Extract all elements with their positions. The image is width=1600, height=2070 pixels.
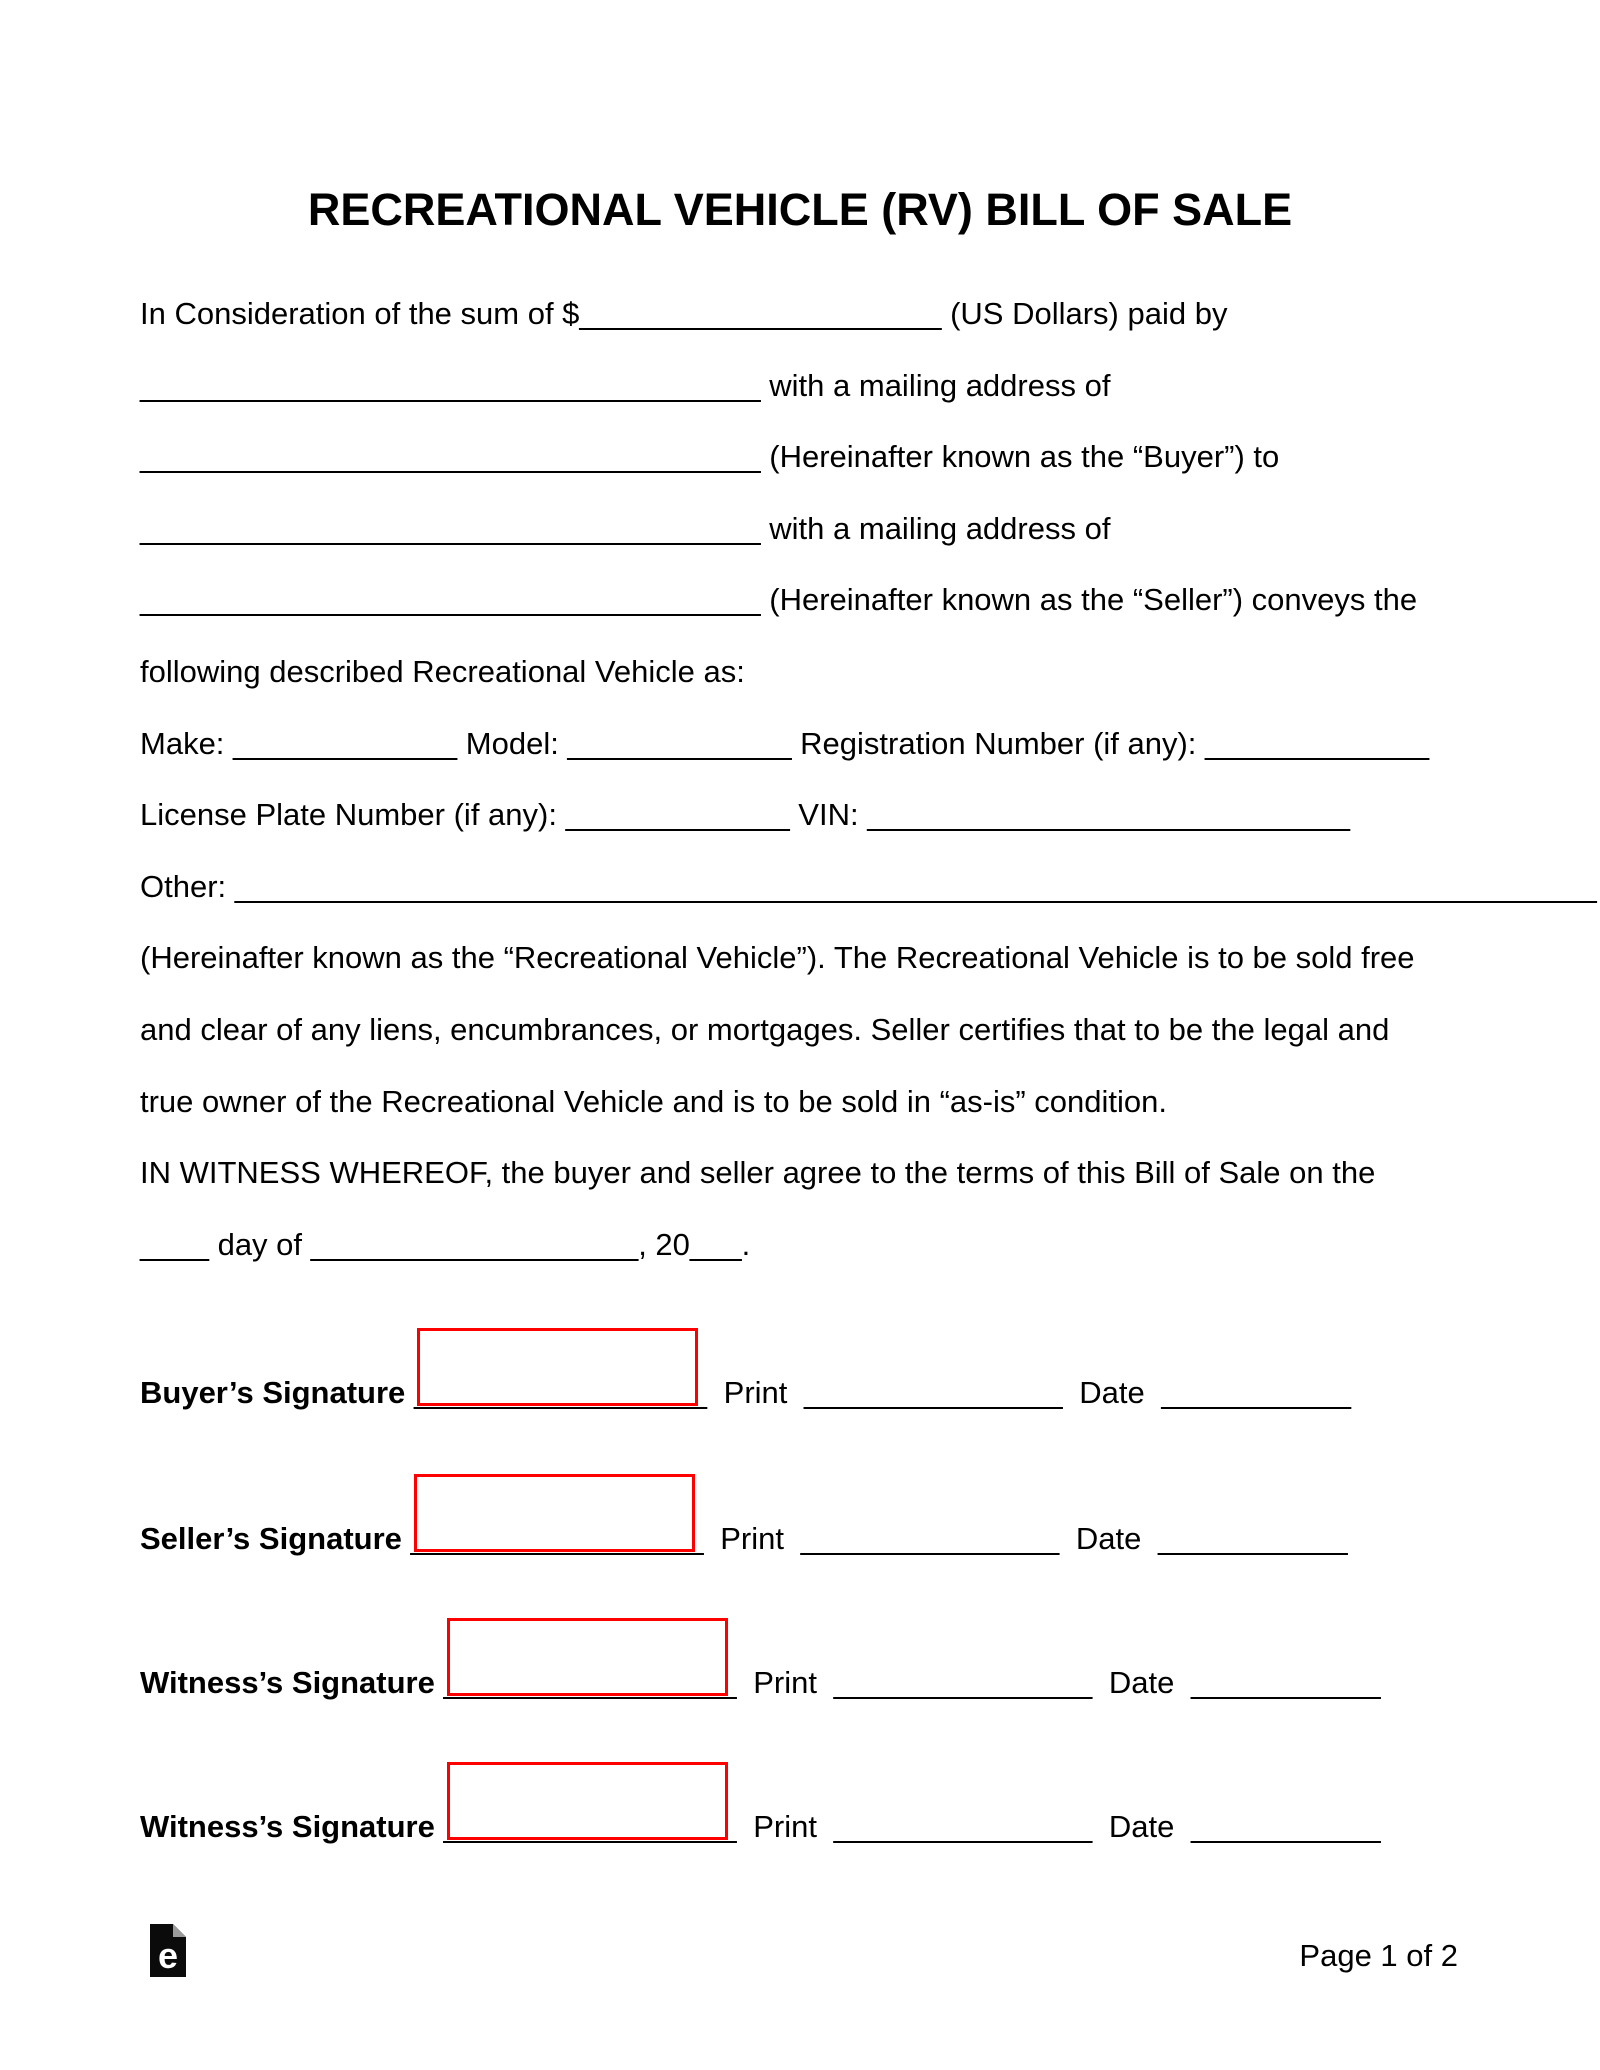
date-blank: ___________ — [1190, 1809, 1381, 1844]
print-label: Print — [753, 1665, 817, 1700]
witness-signature-label: Witness’s Signature — [140, 1665, 435, 1700]
witness-signature-slot — [444, 1809, 737, 1845]
page-title: RECREATIONAL VEHICLE (RV) BILL OF SALE — [307, 184, 1293, 235]
witness-signature-row-2 — [140, 1809, 1381, 1845]
signature-field-box[interactable] — [414, 1474, 695, 1552]
buyer-signature-row — [140, 1375, 1351, 1411]
date-label: Date — [1079, 1375, 1145, 1410]
date-label: Date — [1075, 1521, 1142, 1556]
buyer-signature-slot — [414, 1375, 707, 1411]
form-line-witness-clause: IN WITNESS WHEREOF, the buyer and seller agree to the terms of this Bill of Sale on the — [140, 1155, 1376, 1191]
print-label: Print — [753, 1809, 817, 1844]
seller-signature-slot — [411, 1521, 704, 1557]
signature-field-box[interactable] — [417, 1328, 698, 1406]
form-line-clause-2: and clear of any liens, encumbrances, or mortgages. Seller certifies that to be the legal and — [140, 1011, 1390, 1047]
witness-signature-row-1 — [140, 1665, 1381, 1701]
signature-field-box[interactable] — [447, 1762, 728, 1840]
form-line-buyer-address: ____________________________________ (Hereinafter known as the “Buyer”) to — [140, 439, 1280, 475]
seller-signature-label: Seller’s Signature — [140, 1521, 402, 1556]
signature-field-box[interactable] — [447, 1618, 728, 1696]
date-blank: ___________ — [1161, 1375, 1352, 1410]
buyer-signature-label: Buyer’s Signature — [140, 1375, 406, 1410]
page-number: Page 1 of 2 — [1299, 1938, 1458, 1973]
form-body — [140, 278, 1597, 1280]
signature-blank: _________________ — [413, 1375, 708, 1410]
date-label: Date — [1108, 1665, 1175, 1700]
print-blank: _______________ — [833, 1809, 1093, 1844]
form-line-seller-name: ____________________________________ with a mailing address of — [140, 510, 1111, 546]
print-blank: _______________ — [800, 1521, 1060, 1556]
form-line-other: Other: _______________________________________________________________________________ — [140, 868, 1597, 904]
date-label: Date — [1108, 1809, 1175, 1844]
print-blank: _______________ — [833, 1665, 1093, 1700]
form-line-seller-address: ____________________________________ (Hereinafter known as the “Seller”) conveys the — [140, 582, 1418, 618]
signature-blank: _________________ — [443, 1665, 737, 1700]
form-line-make-model-registration: Make: _____________ Model: _____________ Registration Number (if any): _____________ — [140, 725, 1430, 761]
form-line-plate-vin: License Plate Number (if any): _____________ VIN: ____________________________ — [140, 797, 1350, 833]
form-line-clause-3: true owner of the Recreational Vehicle and is to be sold in “as-is” condition. — [140, 1083, 1168, 1119]
date-blank: ___________ — [1157, 1521, 1348, 1556]
form-line-clause-1: (Hereinafter known as the “Recreational Vehicle”). The Recreational Vehicle is to be sold free — [140, 940, 1415, 976]
form-line-consideration: In Consideration of the sum of $_____________________ (US Dollars) paid by — [140, 296, 1228, 331]
witness-signature-label: Witness’s Signature — [140, 1809, 435, 1844]
print-label: Print — [723, 1375, 788, 1410]
signature-blank: _________________ — [443, 1809, 737, 1844]
seller-signature-row — [140, 1521, 1348, 1557]
print-label: Print — [720, 1521, 784, 1556]
date-blank: ___________ — [1190, 1665, 1381, 1700]
eforms-logo — [150, 1924, 186, 1977]
witness-signature-slot — [444, 1665, 737, 1701]
form-line-buyer-name: ____________________________________ with a mailing address of — [140, 367, 1111, 403]
form-line-vehicle-intro: following described Recreational Vehicle as: — [140, 653, 745, 689]
form-line-date: ____ day of ___________________, 20___. — [140, 1226, 751, 1262]
print-blank: _______________ — [804, 1375, 1063, 1410]
signature-blank: _________________ — [410, 1521, 704, 1556]
eforms-logo-letter: e — [157, 1935, 179, 1976]
